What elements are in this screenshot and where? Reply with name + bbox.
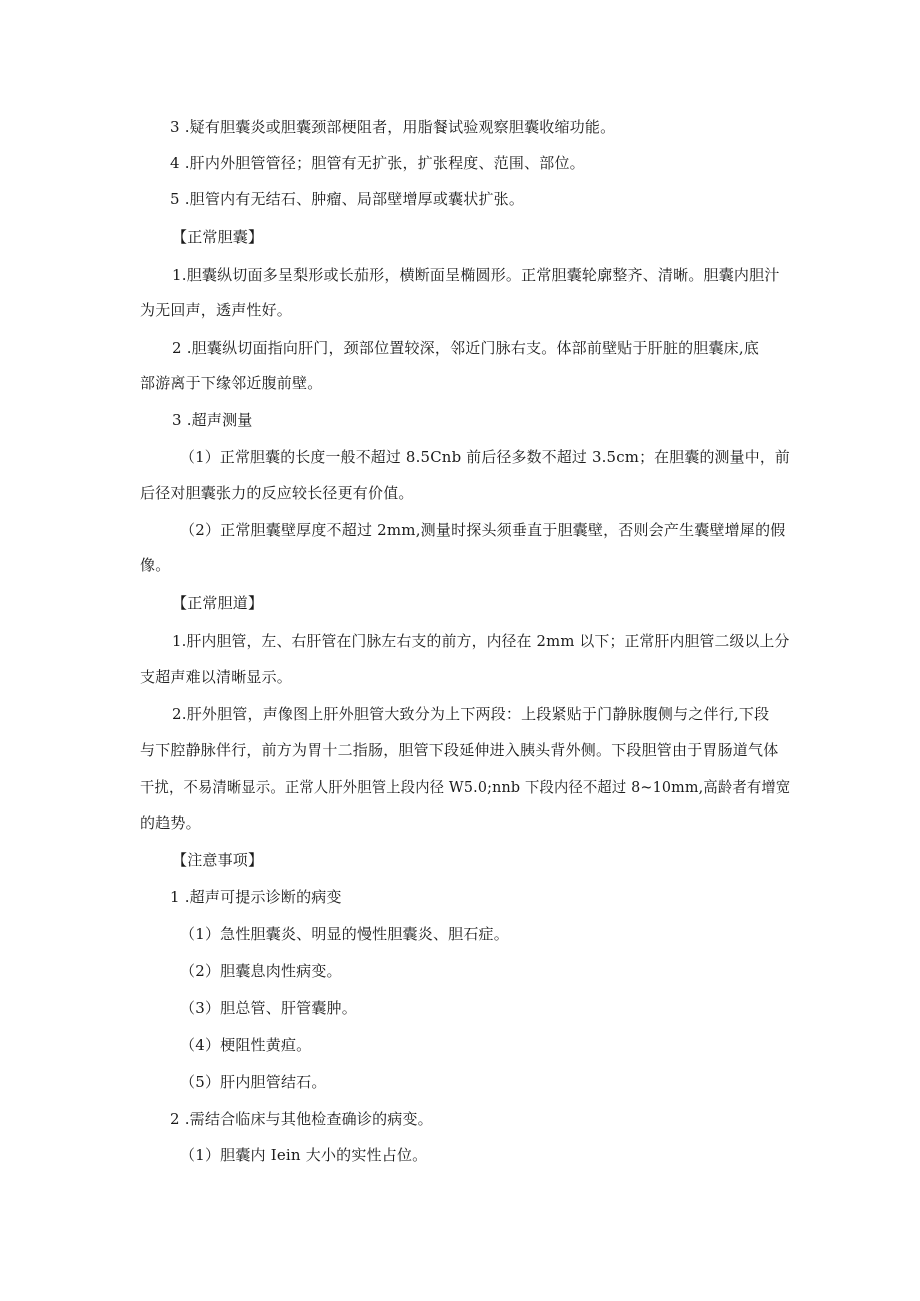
paragraph-line: 为无回声，透声性好。: [140, 301, 293, 319]
paragraph-line: 后径对胆囊张力的反应较长径更有价值。: [140, 484, 414, 502]
heading-normal-gallbladder: 【正常胆囊】: [172, 228, 264, 246]
heading-normal-bile-duct: 【正常胆道】: [172, 594, 264, 612]
paragraph-line: 干扰，不易清晰显示。正常人肝外胆管上段内径 W5.0;nnb 下段内径不超过 8~10mm,高龄者有增宽: [140, 778, 791, 796]
item-3-gallbladder-function: 3 .疑有胆囊炎或胆囊颈部梗阻者，用脂餐试验观察胆囊收缩功能。: [170, 118, 616, 136]
paragraph-line: 部游离于下缘邻近腹前壁。: [140, 374, 323, 392]
list-item: （4）梗阻性黄疸。: [180, 1036, 312, 1054]
paragraph-line: 1.胆囊纵切面多呈梨形或长茄形，横断面呈椭圆形。正常胆囊轮廓整齐、清晰。胆囊内胆汁: [172, 266, 780, 284]
paragraph-line: 1.肝内胆管，左、右肝管在门脉左右支的前方，内径在 2mm 以下；正常肝内胆管二级以上分: [172, 632, 790, 650]
paragraph-line: 像。: [140, 556, 171, 574]
subheading-ultrasound-diagnosable: 1 .超声可提示诊断的病变: [170, 888, 342, 906]
paragraph-line: 2.肝外胆管，声像图上肝外胆管大致分为上下两段：上段紧贴于门静脉腹侧与之伴行,下段: [172, 705, 770, 723]
paragraph-line: 2 .胆囊纵切面指向肝门，颈部位置较深，邻近门脉右支。体部前壁贴于肝脏的胆囊床,底: [172, 339, 760, 357]
paragraph-line: （1）正常胆囊的长度一般不超过 8.5Cnb 前后径多数不超过 3.5cm；在胆囊的测量中，前: [180, 448, 791, 466]
paragraph-line: 的趋势。: [140, 814, 201, 832]
paragraph-line: 支超声难以清晰显示。: [140, 668, 293, 686]
heading-notes: 【注意事项】: [172, 851, 264, 869]
list-item: （5）肝内胆管结石。: [180, 1073, 327, 1091]
subheading-ultrasound-measurement: 3 .超声测量: [172, 411, 253, 429]
subheading-clinical-confirmation: 2 .需结合临床与其他检查确诊的病变。: [170, 1110, 433, 1128]
paragraph-line: 与下腔静脉伴行，前方为胃十二指肠，胆管下段延伸进入胰头背外侧。下段胆管由于胃肠道气体: [140, 741, 779, 759]
item-4-bile-duct-diameter: 4 .肝内外胆管管径；胆管有无扩张，扩张程度、范围、部位。: [170, 154, 585, 172]
list-item: （1）急性胆囊炎、明显的慢性胆囊炎、胆石症。: [180, 925, 509, 943]
list-item: （2）胆囊息肉性病变。: [180, 962, 342, 980]
item-5-bile-duct-lesions: 5 .胆管内有无结石、肿瘤、局部壁增厚或囊状扩张。: [170, 190, 525, 208]
list-item: （3）胆总管、肝管囊肿。: [180, 999, 357, 1017]
paragraph-line: （2）正常胆囊壁厚度不超过 2mm,测量时探头须垂直于胆囊壁，否则会产生囊壁增犀的假: [180, 521, 786, 539]
list-item: （1）胆囊内 Iein 大小的实性占位。: [180, 1146, 428, 1164]
